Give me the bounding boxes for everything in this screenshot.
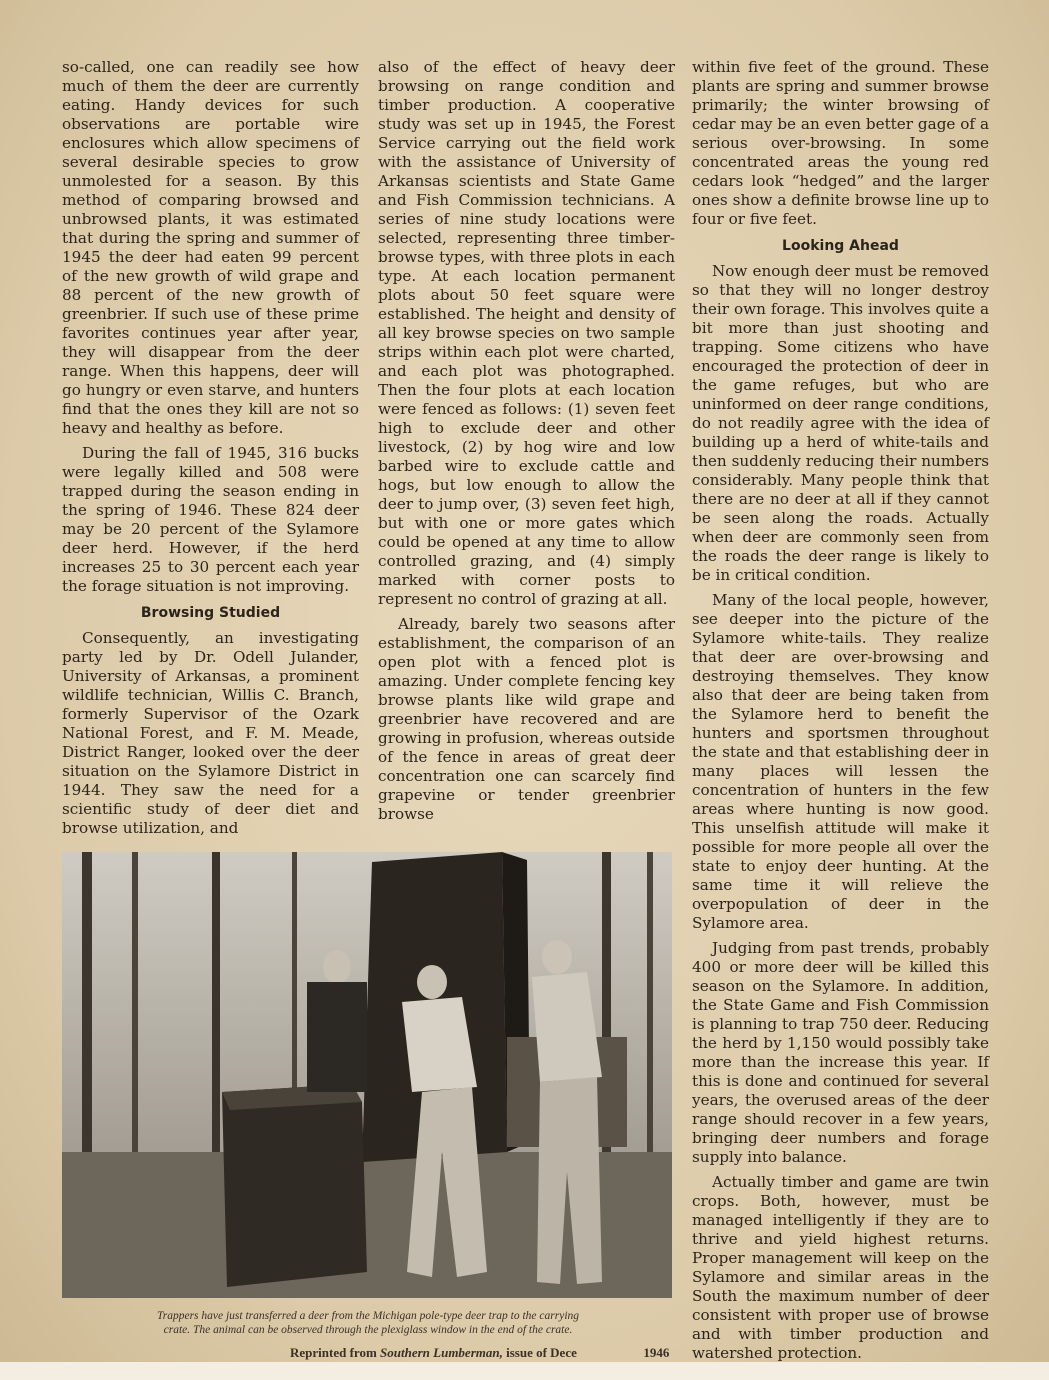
paragraph: Now enough deer must be removed so that they will no longer destroy their own forage. This involves quite a bit more than just shooting and trapping. Some citizens who have encouraged the protection of deer in the game refuges, but who are uninformed on deer range conditions, do not readily agree with the idea of building up a herd of white-tails and then suddenly reducing their numbers considerably. Many people think that there are no deer at all if they cannot be seen along the roads. Actually when deer are commonly seen from the roads the deer range is likely to be in critical condition. bbox=[692, 262, 989, 584]
caption-line: Trappers have just transferred a deer from the Michigan pole-type deer trap to the carrying bbox=[156, 1310, 580, 1322]
reprint-footer bbox=[290, 1345, 770, 1361]
trappers-photo bbox=[62, 852, 672, 1298]
caption-line: crate. The animal can be observed through the plexiglass window in the end of the crate. bbox=[163, 1324, 573, 1336]
paragraph: Actually timber and game are twin crops. Both, however, must be managed intelligently if they are to thrive and yield highest returns. Proper management will keep on the Sylamore and similar areas in the South the maximum number of deer consistent with proper use of browse and with timber production and watershed protection. bbox=[692, 1173, 989, 1362]
footer-publication: Southern Lumberman, bbox=[380, 1345, 503, 1360]
paragraph: so-called, one can readily see how much of them the deer are currently eating. Handy devices for such observations are portable wire enclosures which allow specimens of several desirable species to grow unmolested for a season. By this method of comparing browsed and unbrowsed plants, it was estimated that during the spring and summer of 1945 the deer had eaten 99 percent of the new growth of wild grape and 88 percent of the new growth of greenbrier. If such use of these prime favorites continues year after year, they will disappear from the deer range. When this happens, deer will go hungry or even starve, and hunters find that the ones they kill are not so heavy and healthy as before. bbox=[62, 58, 359, 437]
text-column-1 bbox=[62, 58, 359, 844]
section-heading: Browsing Studied bbox=[140, 605, 281, 621]
text-column-2 bbox=[378, 58, 675, 830]
paragraph: Judging from past trends, probably 400 or more deer will be killed this season on the Sylamore. In addition, the State Game and Fish Commission is planning to trap 750 deer. Reducing the herd by 1,150 would possibly take more than the increase this year. If this is done and continued for several years, the overused areas of the deer range should recover in a few years, bringing deer numbers and forage supply into balance. bbox=[692, 939, 989, 1166]
photo-caption bbox=[58, 1309, 678, 1337]
footer-issue: issue of Dece bbox=[502, 1345, 577, 1360]
paragraph: During the fall of 1945, 316 bucks were legally killed and 508 were trapped during the season ending in the spring of 1946. These 824 deer may be 20 percent of the Sylamore deer herd. However, if the herd increases 25 to 30 percent each year the forage situation is not improving. bbox=[62, 444, 359, 595]
paragraph: Consequently, an investigating party led by Dr. Odell Julander, University of Arkansas, a prominent wildlife technician, Willis C. Branch, formerly Supervisor of the Ozark National Forest, and F. M. Meade, District Ranger, looked over the deer situation on the Sylamore District in 1944. They saw the need for a scientific study of deer diet and browse utilization, and bbox=[62, 629, 359, 837]
footer-prefix: Reprinted from bbox=[290, 1345, 381, 1360]
paragraph: Many of the local people, however, see deeper into the picture of the Sylamore white-tails. They realize that deer are over-browsing and destroying themselves. They know also that deer are being taken from the Sylamore herd to benefit the hunters and sportsmen throughout the state and that establishing deer in many places will lessen the concentration of hunters in the few areas where hunting is now good. This unselfish attitude will make it possible for more people all over the state to enjoy deer hunting. At the same time it will relieve the overpopulation of deer in the Sylamore area. bbox=[692, 591, 989, 932]
section-heading: Looking Ahead bbox=[782, 238, 899, 254]
footer-year: 1946 bbox=[643, 1345, 670, 1360]
paragraph: within five feet of the ground. These plants are spring and summer browse primarily; the winter browsing of cedar may be an even better gage of a serious over-browsing. In some concentrated areas the young red cedars look “hedged” and the larger ones show a definite browse line up to four or five feet. bbox=[692, 58, 989, 228]
torn-edge bbox=[0, 1362, 1049, 1380]
paragraph: also of the effect of heavy deer browsing on range condition and timber production. A cooperative study was set up in 1945, the Forest Service carrying out the field work with the assistance of University of Arkansas scientists and State Game and Fish Commission technicians. A series of nine study locations were selected, representing three timber-browse types, with three plots in each type. At each location permanent plots about 50 feet square were established. The height and density of all key browse species on two sample strips within each plot were charted, and each plot was photographed. Then the four plots at each location were fenced as follows: (1) seven feet high to exclude deer and other livestock, (2) by hog wire and low barbed wire to exclude cattle and hogs, but low enough to allow the deer to jump over, (3) seven feet high, but with one or more gates which could be opened at any time to allow controlled grazing, and (4) simply marked with corner posts to represent no control of grazing at all. bbox=[378, 58, 675, 608]
paragraph: Already, barely two seasons after establishment, the comparison of an open plot with a fenced plot is amazing. Under complete fencing key browse plants like wild grape and greenbrier have recovered and are growing in profusion, whereas outside of the fence in areas of great deer concentration one can scarcely find grapevine or tender greenbrier browse bbox=[378, 615, 675, 823]
text-column-3 bbox=[692, 58, 989, 1369]
